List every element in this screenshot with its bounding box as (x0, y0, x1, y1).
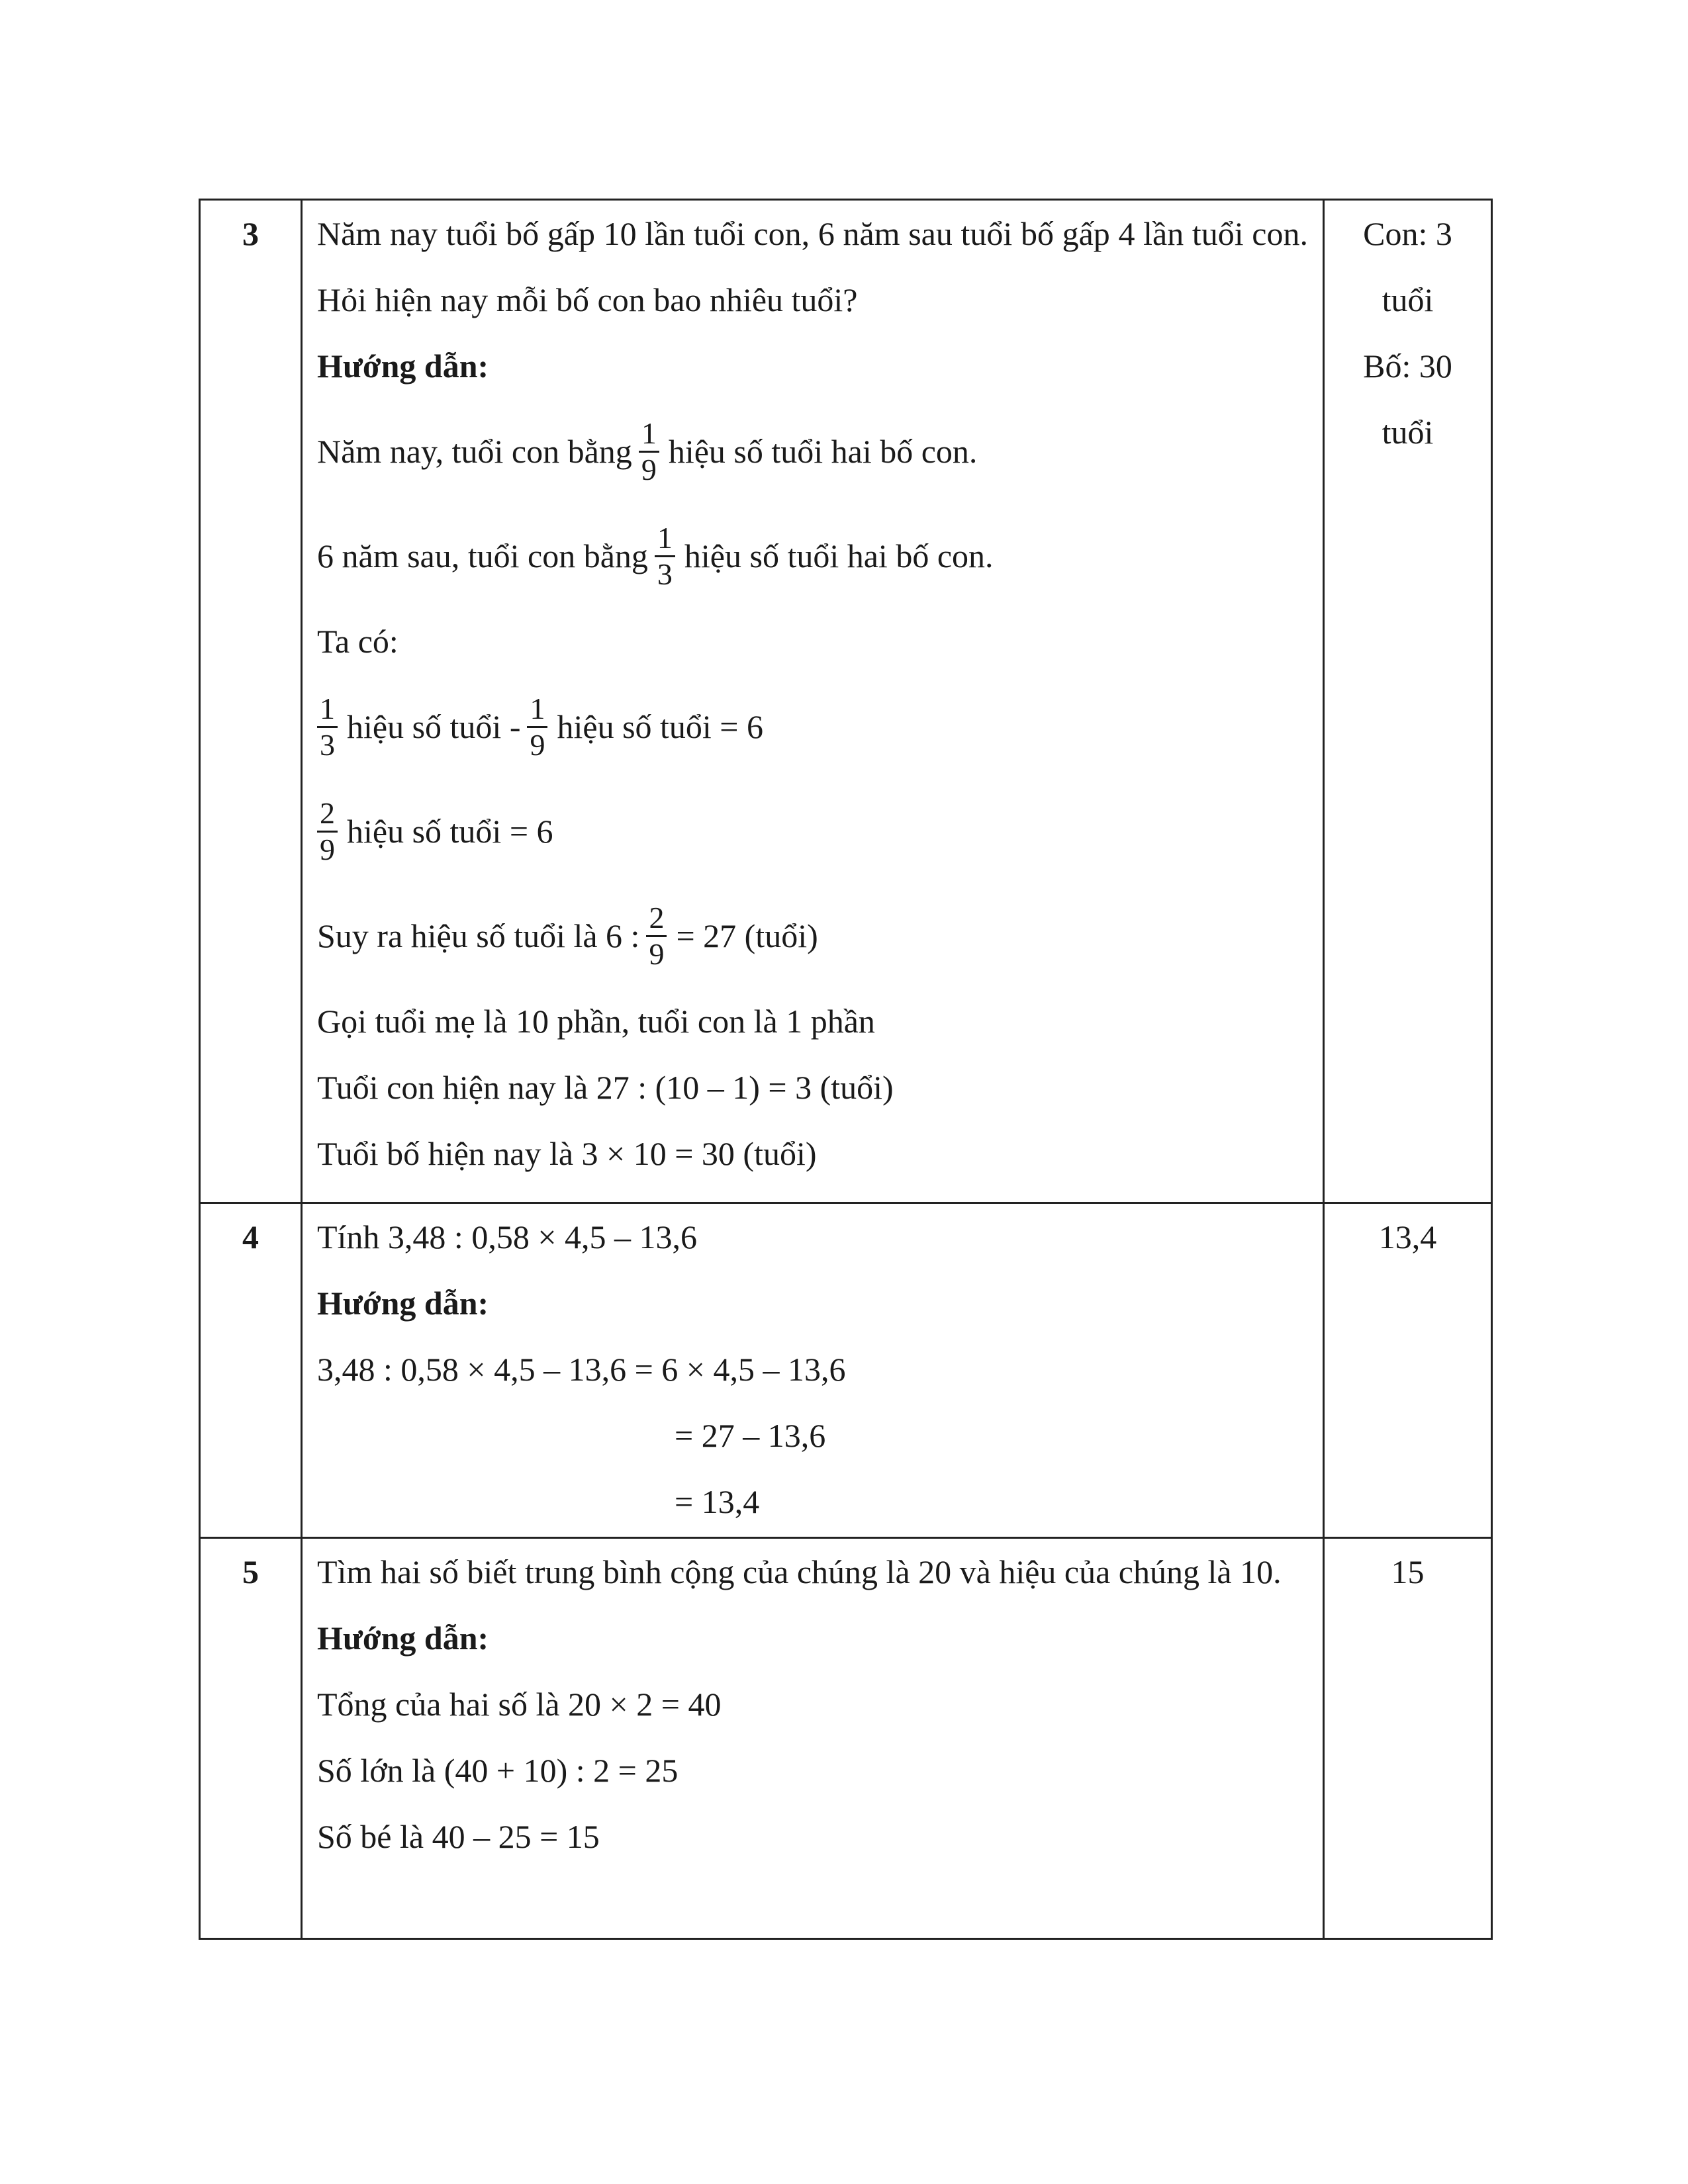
problem-number: 5 (200, 1538, 302, 1939)
fraction-numerator: 2 (649, 900, 665, 934)
fraction-denominator: 3 (317, 726, 338, 762)
table-row (200, 1538, 1492, 1939)
fraction (527, 692, 547, 762)
problem-number: 3 (200, 200, 302, 1203)
answer-cell: 13,4 (1324, 1203, 1492, 1538)
solution-step (317, 884, 1308, 988)
solution-step: Gọi tuổi mẹ là 10 phần, tuổi con là 1 phần (317, 1003, 875, 1040)
solution-step: Số bé là 40 – 25 = 15 (317, 1818, 600, 1855)
step-text: hiệu số tuổi hai bố con. (684, 537, 994, 574)
solution-step: Tuổi bố hiện nay là 3 × 10 = 30 (tuổi) (317, 1135, 817, 1172)
solution-step (317, 399, 1308, 504)
answer-cell: 15 (1324, 1538, 1492, 1939)
step-text: hiệu số tuổi - (347, 708, 521, 745)
solution-step (317, 504, 1308, 608)
guide-heading: Hướng dẫn: (317, 1619, 489, 1657)
solution-step: Tổng của hai số là 20 × 2 = 40 (317, 1686, 722, 1723)
step-text: Năm nay, tuổi con bằng (317, 433, 632, 470)
solution-step: Tuổi con hiện nay là 27 : (10 – 1) = 3 (tuổi) (317, 1069, 894, 1106)
table-row (200, 200, 1492, 1203)
problem-cell (302, 1203, 1324, 1538)
fraction-denominator: 9 (646, 935, 667, 972)
fraction (639, 416, 659, 487)
guide-heading: Hướng dẫn: (317, 347, 489, 385)
solution-step: Ta có: (317, 623, 399, 660)
answer-line: Con: 3 (1363, 215, 1452, 252)
answer-cell (1324, 200, 1492, 1203)
problem-text: Tính 3,48 : 0,58 × 4,5 – 13,6 (317, 1218, 698, 1255)
problem-number: 4 (200, 1203, 302, 1538)
fraction (317, 796, 338, 867)
step-text: hiệu số tuổi = 6 (347, 813, 553, 850)
solution-step: = 27 – 13,6 (675, 1417, 826, 1454)
answer-line: Bố: 30 (1363, 347, 1452, 385)
fraction (655, 521, 675, 592)
problem-cell (302, 200, 1324, 1203)
step-text: 6 năm sau, tuổi con bằng (317, 537, 648, 574)
fraction-denominator: 9 (527, 726, 547, 762)
fraction-numerator: 1 (641, 416, 657, 450)
fraction-denominator: 9 (317, 831, 338, 867)
answer-line: tuổi (1382, 414, 1434, 451)
step-text: hiệu số tuổi hai bố con. (668, 433, 978, 470)
fraction-numerator: 1 (320, 691, 335, 725)
problem-text: Năm nay tuổi bố gấp 10 lần tuổi con, 6 năm sau tuổi bố gấp 4 lần tuổi con. Hỏi hiện nay mỗi bố con bao nhiêu tuổi? (317, 215, 1308, 318)
fraction (646, 901, 667, 972)
solution-step (317, 779, 1308, 884)
fraction-numerator: 2 (320, 796, 335, 830)
table-row (200, 1203, 1492, 1538)
fraction-denominator: 3 (655, 555, 675, 592)
guide-heading: Hướng dẫn: (317, 1285, 489, 1322)
fraction-numerator: 1 (530, 691, 545, 725)
fraction-denominator: 9 (639, 451, 659, 487)
solutions-table (199, 199, 1493, 1940)
step-text: hiệu số tuổi = 6 (557, 708, 764, 745)
answer-line: tuổi (1382, 281, 1434, 318)
problem-cell (302, 1538, 1324, 1939)
problem-text: Tìm hai số biết trung bình cộng của chúng là 20 và hiệu của chúng là 10. (317, 1553, 1282, 1590)
step-text: Suy ra hiệu số tuổi là 6 : (317, 917, 640, 954)
solution-step: 3,48 : 0,58 × 4,5 – 13,6 = 6 × 4,5 – 13,6 (317, 1351, 846, 1388)
step-text: = 27 (tuổi) (676, 917, 818, 954)
solution-step: = 13,4 (675, 1483, 760, 1520)
fraction (317, 692, 338, 762)
solution-step (317, 674, 1308, 779)
solution-step: Số lớn là (40 + 10) : 2 = 25 (317, 1752, 679, 1789)
fraction-numerator: 1 (657, 520, 673, 555)
